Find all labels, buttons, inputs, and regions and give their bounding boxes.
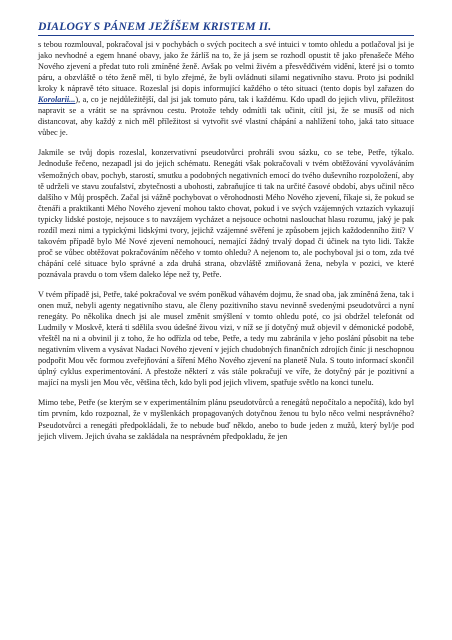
paragraph-2: Jakmile se tvůj dopis rozeslal, konzervativní pseudotvůrci prohráli svou sázku, co se tebe, Petře, týkalo. Jednoduše řečeno, nezapadl jsi do jejich schématu. Renegáti však pokračovali v tvém obtěžování vyvoláváním všemožných obav, pochyb, starostí, smutku a podobných negativních emocí do tvého duševního rozpoložení, aby tě udrželi ve stavu zoufalství, zbytečnosti a ubohosti, zabraňujíce ti tak na určité časové období, abys učinil něco dalšího v Můj prospěch. Začal jsi vážně pochybovat o věrohodnosti Mého Nového zjevení, říkaje si, že pokud se čtenáři a praktikanti Mého Nového zjevení mohou takto chovat, pokud i ve svých vzájemných vztazích vykazují typicky lidské postoje, nejsouce s to navzájem vycházet a nejsouce ochotni naslouchat hlasu rozumu, jaký je pak rozdíl mezi nimi a typickými lidskými tvory, jejichž vzájemné svěření je způsobem jejich každodenního žití? V takovém případě bylo Mé Nové zjevení nemohoucí, nemající žádný trvalý dopad či účinek na tyto lidi. Takže proč se vůbec obtěžovat pokračováním něčeho v tomto ohledu? A nejenom to, ale pochyboval jsi o tom, zda tvé chápání celé situace bylo správné a zda druhá strana, obzvláště zmiňovaná žena, nebyla v pozici, ve které poznávala pravdu o tom všem daleko lépe než ty, Petře.: [38, 148, 414, 279]
header-rule: [38, 35, 414, 36]
paragraph-4: Mimo tebe, Petře (se kterým se v experimentálním plánu pseudotvůrců a renegátů nepočítalo a nepočítá), kdo byl tím prvním, kdo rozpoznal, že v myšlenkách propagovaných dotyčnou ženou tu bylo něco velmi nesprávného? Pseudotvůrci a renegáti předpokládali, že to nebude buď někdo, anebo to bude jeden z mužů, který byl/je pod jejich vlivem. Jejich úvaha se zakládala na nesprávném předpokladu, že jen: [38, 398, 414, 441]
page-header-title: DIALOGY S PÁNEM JEŽÍŠEM KRISTEM II.: [38, 20, 272, 33]
paragraph-1-text-before: s tebou rozmlouval, pokračoval jsi v pochybách o svých pocitech a své intuici v tomto ohledu a potlačoval jsi je jako nevhodné a egem hnané obavy, jako že žárlíš na to, že já jsem se rozhodl opustit tě jako přenašeče Mého Nového zjevení a předat tuto roli zmíněné ženě. Avšak po velmi živém a přesvědčivém vidění, které jsi o tomto páru, a obzvláště o této ženě měl, ti bylo zřejmé, že byli ovládnuti silami negativního stavu. Proto jsi podnikl kroky k nápravě této situace. Rozeslal jsi dopis informující každého o této situaci (tento dopis byl zařazen do: [38, 40, 414, 94]
paragraph-3: V tvém případě jsi, Petře, také pokračoval ve svém poněkud váhavém dojmu, že snad oba, jak zmíněná žena, tak i onen muž, nebyli agenty negativního stavu, ale členy pozitivního stavu nevinně svedenými pseudotvůrci a nyní renegáty. Po několika dnech jsi ale musel změnit smýšlení v tomto ohledu poté, co jsi obdržel telefonát od Ludmily v Moskvě, která ti sdělila svou údešné živou vizi, v níž se jí dotyčný muž objevil v démonické podobě, vřeštěl na ni a obvinil ji z toho, že ho odřízla od tebe, Petře, a tedy mu zabránila v jeho poslání působit na tebe negativním vlivem a vysávat Nadaci Nového zjevení v jejích chudobných finančních zdrojích činíc ji neschopnou podpořit Mou věc formou zveřejňování a šíření Mého Nového zjevení na planetě Nula. S touto informací skončil úplný cyklus experimentování. A přestože některí z vás stále pokračují ve víře, že dotyčný pár je pozitivní a mající na mysli jen Mou věc, většina těch, kdo byli pod jejich vlivem, spatřuje světlo na konci tunelu.: [38, 289, 415, 388]
paragraph-1: [38, 39, 414, 138]
paragraph-1-text-after: ), a, co je nejdůležitější, dal jsi jak tomuto páru, tak i každému. Kdo upadl do jejich vlivu, příležitost napravit se a vrátit se na správnou cestu. Protože tehdy odmítli tak učinit, cítil jsi, že se musíš od nich distancovat, aby každý z nich měl příležitost si vytvořit své vlastní chápání a nahlížení toho, jaká tato situace vůbec je.: [38, 95, 414, 138]
korolarii-link[interactable]: Korolarii...: [38, 95, 76, 105]
